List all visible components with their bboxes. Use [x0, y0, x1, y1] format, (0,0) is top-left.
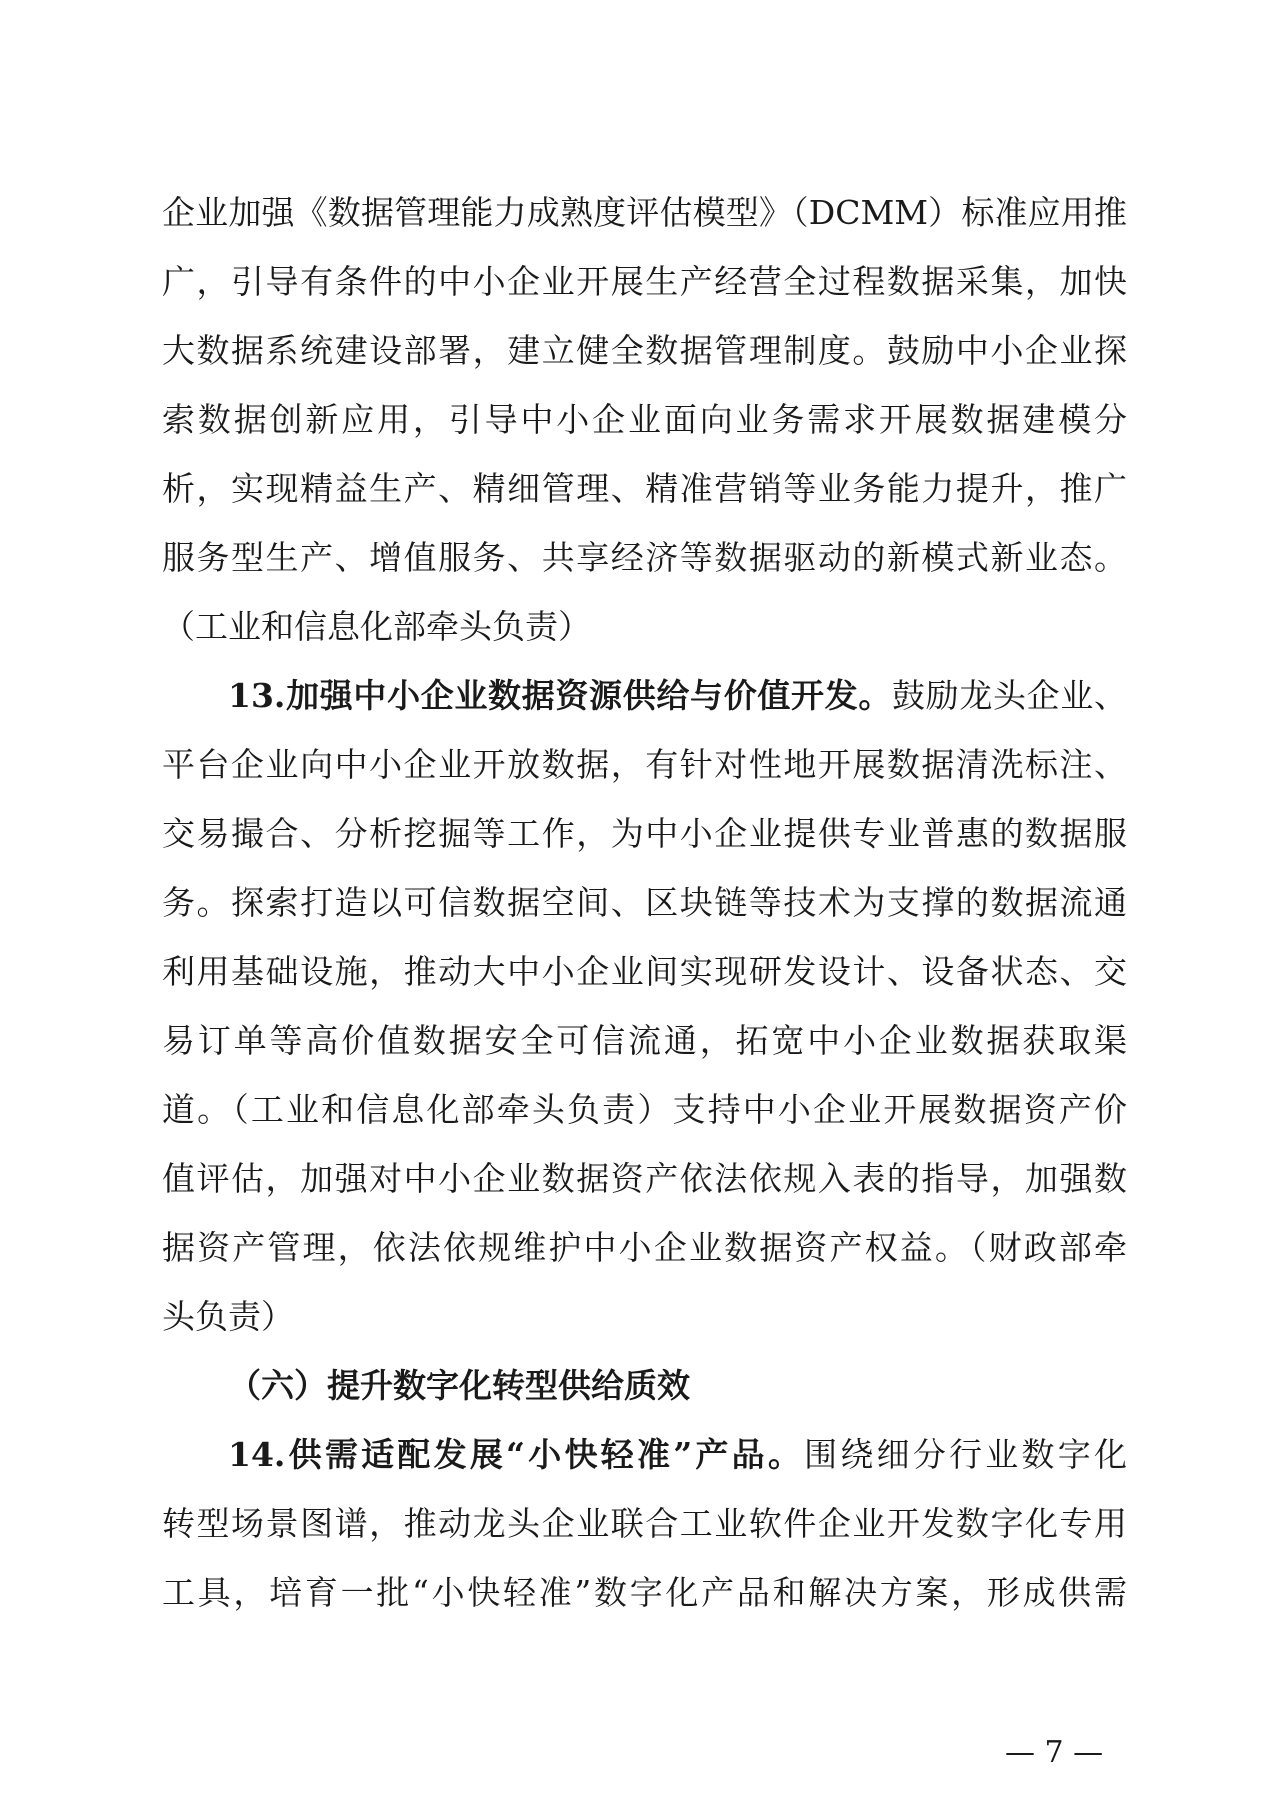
- text-line: 工具，培育一批“小快轻准”数字化产品和解决方案，形成供需: [162, 1573, 1127, 1612]
- item-13-lead: 13.加强中小企业数据资源供给与价值开发。: [228, 676, 893, 715]
- text-line: 索数据创新应用，引导中小企业面向业务需求开展数据建模分: [162, 400, 1127, 439]
- text-line: 服务型生产、增值服务、共享经济等数据驱动的新模式新业态。: [162, 538, 1127, 577]
- text-line: 析，实现精益生产、精细管理、精准营销等业务能力提升，推广: [162, 469, 1127, 508]
- text-line: 交易撮合、分析挖掘等工作，为中小企业提供专业普惠的数据服: [162, 814, 1127, 853]
- item-13-first-line-rest: 鼓励龙头企业、: [892, 676, 1127, 715]
- text-line: 大数据系统建设部署，建立健全数据管理制度。鼓励中小企业探: [162, 331, 1127, 370]
- text-line: [162, 661, 1127, 730]
- text-line: 据资产管理，依法依规维护中小企业数据资产权益。（财政部牵: [162, 1228, 1127, 1267]
- text-line: [162, 1420, 1127, 1489]
- item-14-first-line-rest: 围绕细分行业数字化: [804, 1435, 1127, 1474]
- text-line: 头负责）: [162, 1297, 294, 1336]
- section-heading: （六）提升数字化转型供给质效: [228, 1366, 690, 1405]
- paragraph-item-13: [162, 661, 1127, 1351]
- text-line: 易订单等高价值数据安全可信流通，拓宽中小企业数据获取渠: [162, 1021, 1127, 1060]
- text-line: 值评估，加强对中小企业数据资产依法依规入表的指导，加强数: [162, 1159, 1127, 1198]
- text-line: 广，引导有条件的中小企业开展生产经营全过程数据采集，加快: [162, 262, 1127, 301]
- text-line: （工业和信息化部牵头负责）: [162, 607, 591, 646]
- document-body: [162, 178, 1127, 1627]
- text-line: 平台企业向中小企业开放数据，有针对性地开展数据清洗标注、: [162, 745, 1127, 784]
- text-line: 务。探索打造以可信数据空间、区块链等技术为支撑的数据流通: [162, 883, 1127, 922]
- paragraph-data-management: [162, 178, 1127, 661]
- text-line: 利用基础设施，推动大中小企业间实现研发设计、设备状态、交: [162, 952, 1127, 991]
- text-line: 企业加强《数据管理能力成熟度评估模型》（DCMM）标准应用推: [162, 193, 1127, 232]
- paragraph-item-14: [162, 1420, 1127, 1627]
- page-number: — 7 —: [1005, 1735, 1104, 1770]
- item-14-lead: 14.供需适配发展“小快轻准”产品。: [228, 1435, 805, 1474]
- text-line: 转型场景图谱，推动龙头企业联合工业软件企业开发数字化专用: [162, 1504, 1127, 1543]
- text-line: 道。（工业和信息化部牵头负责）支持中小企业开展数据资产价: [162, 1090, 1127, 1129]
